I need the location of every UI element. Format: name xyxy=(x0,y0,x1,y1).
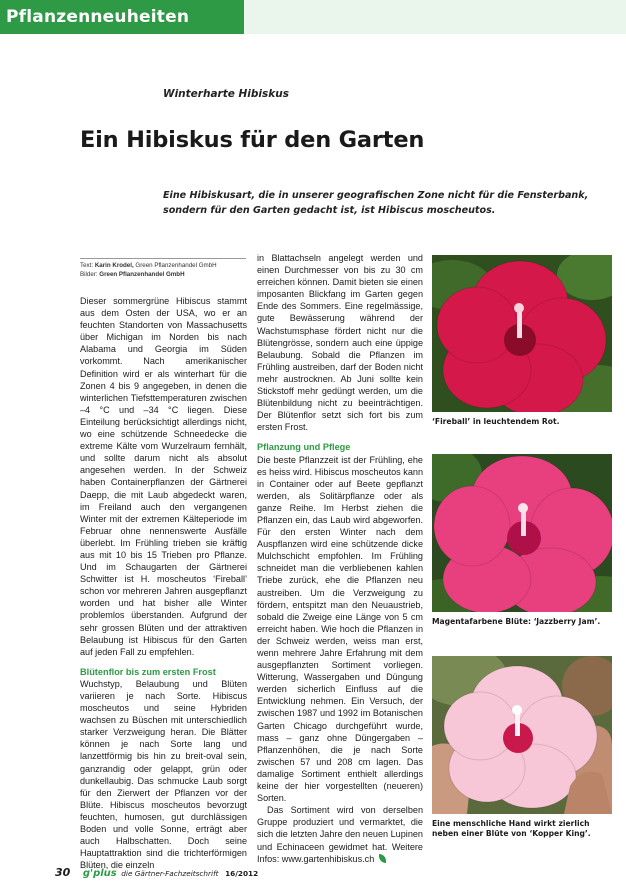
body-paragraph: in Blattachseln angelegt werden und einen Durchmesser von bis zu 30 cm erreichen können. Damit bieten sie einen imposanten Blickfang im Garten gegen Ende des Sommers. Eine regelmässige, gute Bewässerung während der Wachstumsphase fördert nicht nur die Blütengrösse, sondern auch eine üppige Belaubung. Sobald die Pflanzen im Frühling austreiben, darf der Boden nicht mehr austrocknen. Ab Juni sollte kein Stickstoff mehr gedüngt werden, um die Blütenbildung nicht zu beeinträchtigen. Der Blütenflor setzt sich fort bis zum ersten Frost. xyxy=(257,253,423,433)
caption-fireball: ‘Fireball’ in leuchtendem Rot. xyxy=(432,417,560,426)
hibiscus-magenta-image xyxy=(432,454,612,612)
body-paragraph: Wuchstyp, Belaubung und Blüten variieren je nach Sorte. Hibiscus moscheutos und seine Hybriden wachsen zu Büschen mit unterschiedlich starker Verzweigung heran. Die Blätter können je nach Sorte lang und lanzettförmig bis hin zu breit-oval sein, ganzrandig oder gelappt, grün oder dunkellaubig. Das schmucke Laub sorgt für den Zierwert der Pflanzen vor der Blüte. Hibiscus moscheutos bevorzugt feuchten, humosen, gut durchlässigen Boden und volle Sonne, erträgt aber auch Halbschatten. Doch seine Hauptattraktion sind die trichterförmigen Blüten, die einzeln xyxy=(80,678,247,871)
article-kicker: Winterharte Hibiskus xyxy=(163,88,289,100)
photo-jazzberry xyxy=(432,454,612,612)
body-paragraph: Die beste Pflanzzeit ist der Frühling, ehe es heiss wird. Hibiscus moscheutos kann in Container oder auf Beete gepflanzt werden, als Solitärpflanze oder als ganze Reihe. Im Herbst ziehen die Pflanzen ein, das Laub wird abgeworfen. Für den ersten Winter nach dem Auspflanzen wird eine schützende dicke Mulchschicht empfohlen. Im Frühling schneidet man die verbliebenen kahlen Triebe zurück, ehe die Pflanzen neu austreiben. Um die Verzweigung zu fördern, entspitzt man den Neuaustrieb, sobald die Zweige eine Länge von 5 cm erreicht haben. Wie hoch die Pflanzen in der Schweiz werden, weiss man erst, wenn mehrere Jahre Erfahrung mit dem ausgepflanzten Sortiment vorliegen. Witterung, Wassergaben und Düngung werden sicherlich Einfluss auf die Entwicklung nehmen. Ein Versuch, der zwischen 1987 und 1992 im Botanischen Garten Chicago durchgeführt wurde, mass – ganz ohne Düngergaben – Pflanzenhöhen, die je nach Sorte zwischen 57 und 208 cm lagen. Das damalige Sortiment enthielt allerdings keine der hier vorgestellten (neueren) Sorten. xyxy=(257,454,423,804)
article-headline: Ein Hibiskus für den Garten xyxy=(80,127,425,153)
page-number: 30 xyxy=(55,866,71,879)
article-credits xyxy=(80,258,246,279)
body-paragraph xyxy=(257,804,423,864)
section-header-band xyxy=(244,0,626,34)
credit-text-author: Karin Krodel, xyxy=(94,262,134,269)
article-lead: Eine Hibiskusart, die in unserer geografischen Zone nicht für die Fensterbank, sondern für den Garten gedacht ist, ist Hibiscus moscheutos. xyxy=(163,190,589,216)
caption-kopper-king: Eine menschliche Hand wirkt zierlich neben einer Blüte von ‘Kopper King’. xyxy=(432,819,591,838)
credit-text-line xyxy=(80,262,246,271)
leaf-end-icon xyxy=(379,854,386,863)
caption-jazzberry: Magentafarbene Blüte: ‘Jazzberry Jam’. xyxy=(432,617,601,626)
credit-images-label: Bilder: xyxy=(80,270,98,278)
subheading-bluetenflor: Blütenflor bis zum ersten Frost xyxy=(80,666,216,677)
hibiscus-pale-pink-with-hand-image xyxy=(432,656,612,814)
credit-images-line xyxy=(80,271,246,280)
credit-images-value: Green Pflanzenhandel GmbH xyxy=(99,270,185,278)
magazine-name: die Gärtner-Fachzeitschrift xyxy=(121,869,219,878)
closing-paragraph-text: Das Sortiment wird von derselben Gruppe produziert und vermarktet, die sich die letzten Jahre den neuen Lupinen und Echinaceen gewidmet hat. Weitere Infos: www.gartenhibiskus.ch xyxy=(257,805,423,864)
credit-text-org: Green Pflanzenhandel GmbH xyxy=(135,262,217,269)
page-footer xyxy=(55,866,258,879)
photo-kopper-king xyxy=(432,656,612,814)
hibiscus-red-image xyxy=(432,255,612,412)
section-header: Pflanzenneuheiten xyxy=(0,0,244,34)
credit-text-label: Text: xyxy=(80,262,94,269)
text-column-1 xyxy=(80,295,247,871)
gplus-logo: g'plus xyxy=(82,868,117,879)
issue-number: 16/2012 xyxy=(225,869,259,878)
body-paragraph: Dieser sommergrüne Hibiscus stammt aus dem Osten der USA, wo er an feuchten Standorten von Massachusetts über Michigan im Norden bis nach Alabama und Georgia im Süden vorkommt. Nach amerikanischer Definition wird er als winterhart für die Zonen 4 bis 9 angegeben, in denen die winterlichen Tiefsttemperaturen zwischen –4 °C und –34 °C liegen. Diese Einteilung berücksichtigt allerdings nicht, wo eine schützende Schneedecke die extreme Kälte vom Wurzelraum fernhält, und sollte darum nicht als absolut angesehen werden. In der Schweiz haben Containerpflanzen der Gärtnerei Daepp, die mit Laub abgedeckt waren, im Freiland auch den vergangenen Winter mit der extremen Kälteperiode im Februar ohne nennenswerte Ausfälle überlebt. Im Frühling trieben sie kräftig aus mit 10 bis 15 Trieben pro Pflanze. Und im Schaugarten der Gärtnerei Schwitter ist H. moscheutos ‘Fireball’ schon vor mehreren Jahren ausgepflanzt worden und hat bisher alle Winter problemlos überstanden. Aufgrund der sehr grossen Blüten und der attraktiven Belaubung ist Hibiscus für den Garten auf jeden Fall zu empfehlen. xyxy=(80,296,247,657)
subheading-pflanzung: Pflanzung und Pflege xyxy=(257,442,351,453)
text-column-2 xyxy=(257,252,423,865)
photo-fireball xyxy=(432,255,612,412)
